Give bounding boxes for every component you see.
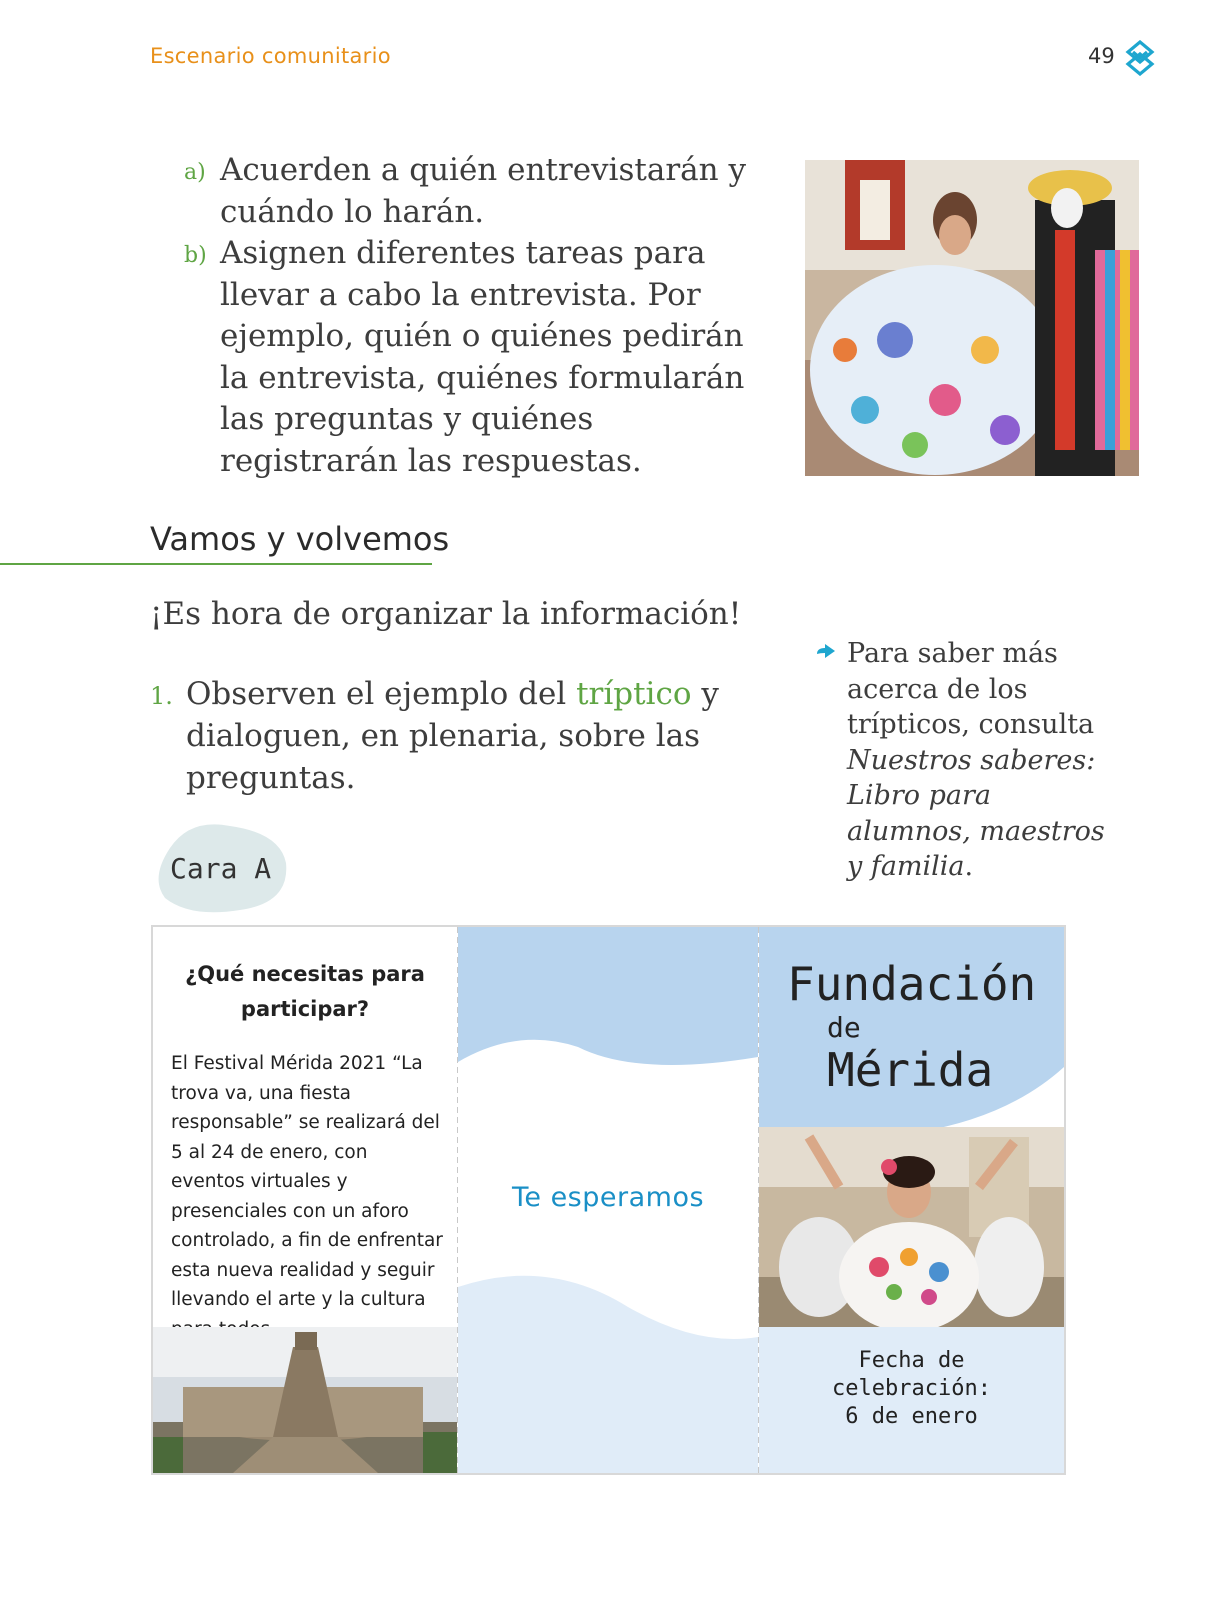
title-line-1: Fundación bbox=[787, 957, 1037, 1011]
side-note-end: . bbox=[964, 851, 974, 882]
face-label: Cara A bbox=[170, 852, 272, 885]
page-number: 49 bbox=[1088, 44, 1115, 68]
welcome-text: Te esperamos bbox=[511, 1182, 705, 1213]
intro-text: ¡Es hora de organizar la información! bbox=[150, 596, 742, 632]
list-marker: a) bbox=[184, 160, 206, 185]
list-item-text: Asignen diferentes tareas para llevar a cabo la entrevista. Por ejemplo, quién o quiénes pedirán la entrevista, quiénes formularán las preguntas y quiénes registrarán las respuestas. bbox=[220, 235, 745, 479]
monument-photo bbox=[153, 1327, 457, 1473]
step-text-after: y dialoguen, en plenaria, sobre las preguntas. bbox=[186, 676, 719, 796]
step-1 bbox=[150, 673, 730, 799]
title-line-3: Mérida bbox=[827, 1043, 994, 1097]
diamond-knot-icon bbox=[1124, 40, 1156, 76]
list-item bbox=[184, 233, 764, 482]
list-item bbox=[184, 150, 764, 233]
activity-list bbox=[184, 150, 764, 482]
triptych bbox=[151, 925, 1066, 1475]
side-note-book-title: Nuestros saberes: Libro para alumnos, maestros y familia bbox=[847, 744, 1105, 882]
dancers-photo bbox=[805, 160, 1139, 476]
list-item-text: Acuerden a quién entrevistarán y cuándo lo harán. bbox=[220, 152, 746, 230]
step-text bbox=[150, 673, 730, 799]
side-note-text: Para saber más acerca de los trípticos, consulta bbox=[847, 638, 1095, 740]
festival-description: El Festival Mérida 2021 “La trova va, una fiesta responsable” se realizará del 5 al 24 de enero, con eventos virtuales y presenciales con un aforo controlado, a fin de enfrentar esta nueva realidad y seguir llevando el arte y la cultura bbox=[171, 1053, 443, 1310]
title-line-2: de bbox=[827, 1011, 861, 1044]
list-marker: b) bbox=[184, 243, 207, 268]
celebration-date bbox=[759, 1347, 1064, 1431]
date-line-1: Fecha de bbox=[858, 1348, 965, 1373]
side-note bbox=[815, 636, 1105, 885]
step-text-before: Observen el ejemplo del bbox=[186, 676, 577, 712]
date-line-3: 6 de enero bbox=[845, 1404, 978, 1429]
arrow-right-icon bbox=[815, 642, 837, 660]
date-line-2: celebración: bbox=[832, 1376, 991, 1401]
requirements-title: ¿Qué necesitas para participar? bbox=[185, 962, 425, 1021]
section-divider bbox=[0, 563, 432, 565]
section-title: Escenario comunitario bbox=[150, 44, 391, 68]
step-number: 1. bbox=[150, 682, 173, 710]
triptico-link[interactable]: tríptico bbox=[576, 676, 692, 712]
dancer-photo bbox=[759, 1127, 1064, 1327]
section-heading: Vamos y volvemos bbox=[150, 520, 450, 558]
